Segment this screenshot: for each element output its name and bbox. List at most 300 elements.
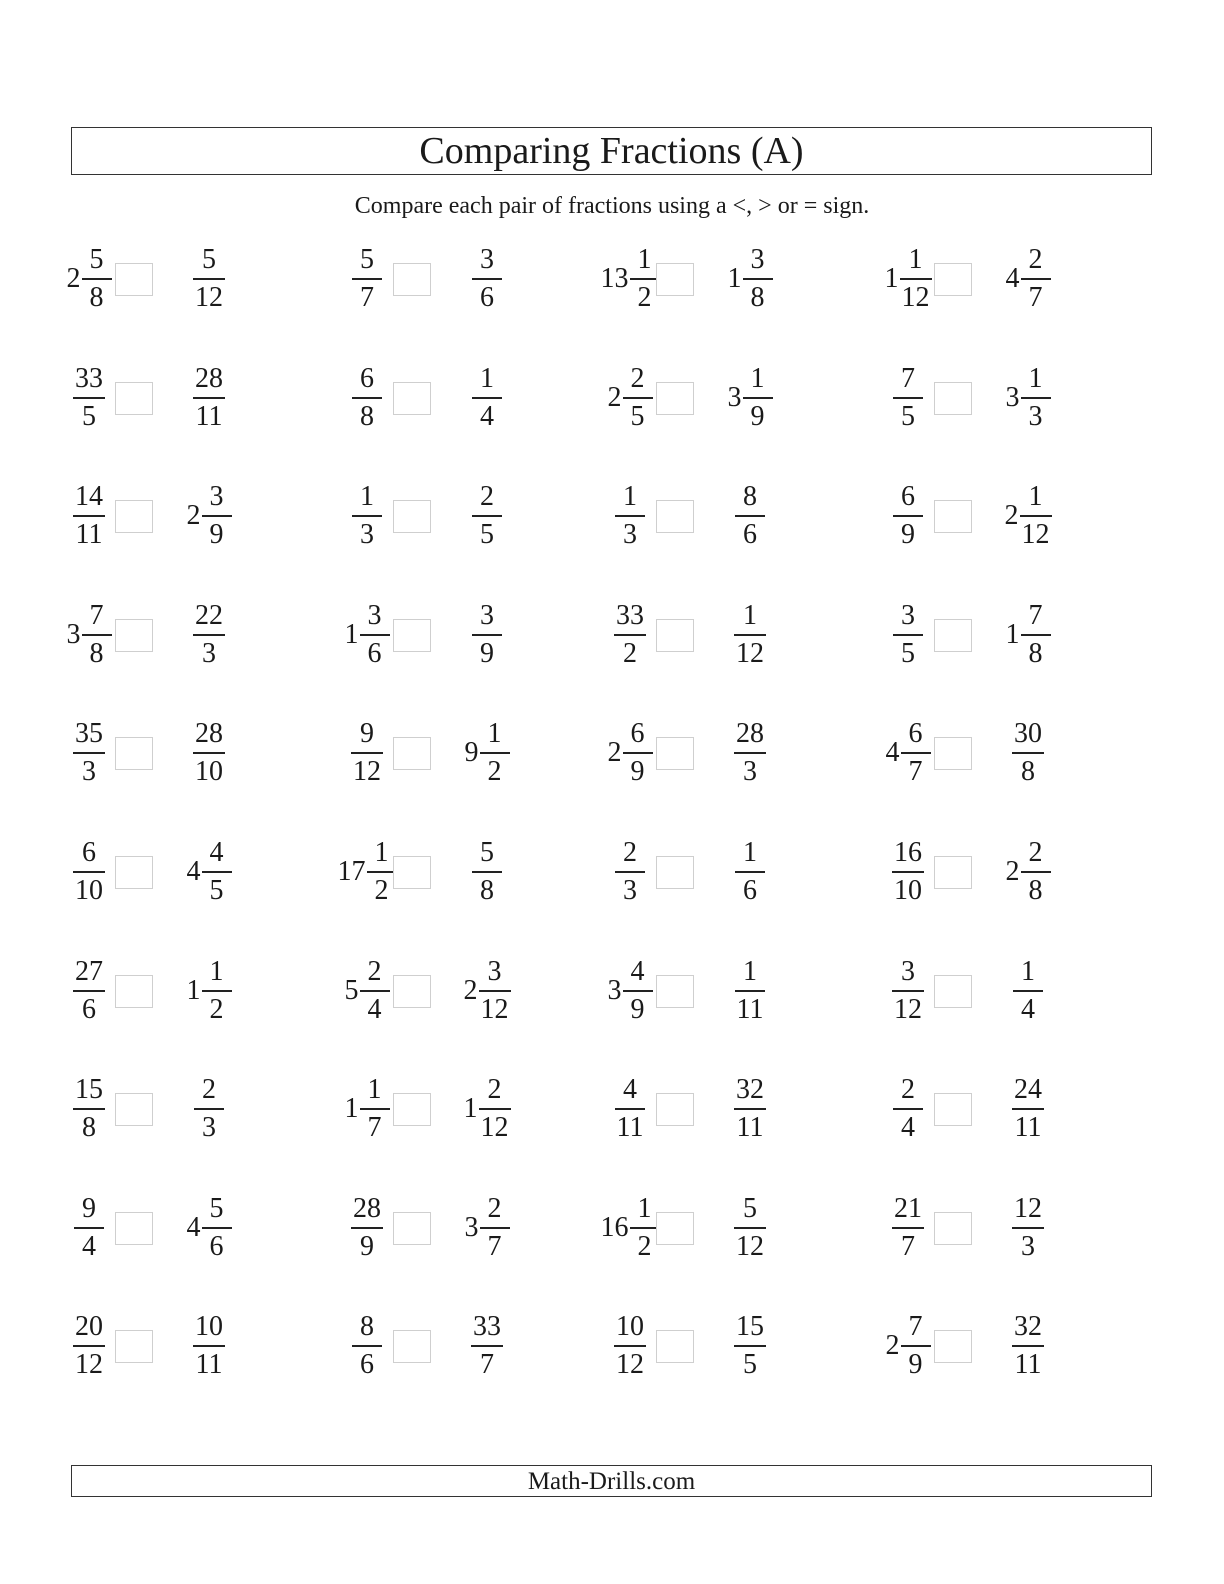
numerator: 2 [1028, 837, 1043, 868]
fraction [615, 1076, 646, 1142]
numerator: 1 [908, 244, 923, 275]
numerator: 5 [202, 244, 216, 275]
numerator: 1 [1028, 362, 1043, 394]
comparison-problem [54, 1074, 334, 1144]
denominator: 12 [616, 1349, 644, 1381]
denominator: 8 [82, 1112, 96, 1144]
mixed-number [54, 1311, 124, 1381]
answer-box[interactable] [656, 975, 694, 1008]
mixed-number [873, 363, 943, 433]
fraction [735, 839, 765, 905]
fraction [472, 599, 502, 669]
answer-box[interactable] [115, 737, 153, 770]
answer-box[interactable] [115, 382, 153, 415]
left-fraction [595, 600, 665, 670]
answer-box[interactable] [934, 856, 972, 889]
numerator: 3 [367, 599, 382, 631]
left-fraction [873, 481, 943, 551]
comparison-problem [873, 837, 1153, 907]
numerator: 4 [209, 837, 224, 868]
numerator: 9 [360, 718, 374, 750]
answer-box[interactable] [934, 1093, 972, 1126]
mixed-number [595, 837, 665, 907]
answer-box[interactable] [393, 619, 431, 652]
denominator: 6 [82, 993, 96, 1025]
fraction [73, 483, 105, 549]
right-fraction [174, 244, 244, 314]
comparison-problem [54, 837, 334, 907]
denominator: 11 [195, 1349, 223, 1381]
denominator: 5 [209, 875, 224, 906]
answer-box[interactable] [393, 856, 431, 889]
answer-box[interactable] [656, 737, 694, 770]
denominator: 11 [616, 1112, 644, 1144]
whole-number: 13 [600, 263, 629, 294]
right-fraction [993, 244, 1063, 314]
answer-box[interactable] [115, 1330, 153, 1363]
fraction [352, 483, 382, 549]
answer-box[interactable] [115, 975, 153, 1008]
fraction [743, 246, 773, 312]
mixed-number [54, 600, 124, 670]
mixed-number [595, 363, 665, 433]
mixed-number [873, 1311, 943, 1381]
fraction [734, 599, 766, 669]
fraction [74, 1192, 104, 1262]
whole-number: 9 [464, 737, 479, 769]
numerator: 1 [743, 599, 757, 631]
numerator: 2 [487, 1074, 502, 1106]
denominator: 3 [623, 519, 637, 551]
left-fraction [595, 956, 665, 1026]
mixed-number [452, 718, 522, 788]
comparison-problem [54, 244, 334, 314]
fraction [82, 599, 112, 669]
denominator: 6 [360, 1349, 374, 1381]
denominator: 3 [202, 1112, 216, 1144]
right-fraction [174, 837, 244, 907]
denominator: 6 [367, 637, 382, 669]
left-fraction [873, 363, 943, 433]
numerator: 3 [901, 955, 915, 987]
mixed-number [174, 1074, 244, 1144]
fraction [352, 246, 382, 312]
right-fraction [174, 1193, 244, 1263]
denominator: 3 [202, 637, 216, 669]
left-fraction [595, 837, 665, 907]
answer-box[interactable] [934, 975, 972, 1008]
denominator: 8 [1028, 875, 1043, 906]
right-fraction [715, 837, 785, 907]
fraction [900, 246, 932, 312]
answer-box[interactable] [115, 1093, 153, 1126]
answer-box[interactable] [934, 500, 972, 533]
right-fraction [993, 363, 1063, 433]
fraction [479, 1076, 511, 1142]
mixed-number [332, 718, 402, 788]
numerator: 3 [487, 955, 502, 987]
left-fraction [595, 244, 665, 314]
fraction [615, 483, 645, 549]
numerator: 1 [743, 837, 757, 868]
answer-box[interactable] [934, 263, 972, 296]
right-fraction [174, 1311, 244, 1381]
denominator: 9 [750, 400, 765, 432]
mixed-number [595, 1311, 665, 1381]
mixed-number [452, 1311, 522, 1381]
fraction [734, 720, 766, 786]
right-fraction [715, 1074, 785, 1144]
fraction [1021, 246, 1051, 312]
denominator: 8 [89, 637, 104, 669]
whole-number: 1 [344, 1093, 359, 1125]
answer-box[interactable] [934, 737, 972, 770]
denominator: 3 [1021, 1230, 1035, 1262]
fraction [734, 1192, 766, 1262]
left-fraction [873, 956, 943, 1026]
comparison-problem [54, 956, 334, 1026]
comparison-problem [332, 1193, 612, 1263]
numerator: 9 [82, 1192, 96, 1224]
right-fraction [715, 1193, 785, 1263]
fraction [630, 246, 660, 312]
left-fraction [332, 1311, 402, 1381]
denominator: 2 [623, 637, 637, 669]
comparison-problem [873, 956, 1153, 1026]
answer-box[interactable] [656, 856, 694, 889]
denominator: 4 [82, 1230, 96, 1262]
denominator: 8 [1021, 756, 1035, 788]
left-fraction [54, 600, 124, 670]
answer-box[interactable] [656, 1093, 694, 1126]
answer-box[interactable] [115, 1212, 153, 1245]
fraction [193, 246, 225, 312]
fraction [73, 720, 105, 786]
whole-number: 16 [600, 1211, 629, 1243]
denominator: 4 [901, 1112, 915, 1144]
left-fraction [54, 837, 124, 907]
mixed-number [993, 837, 1063, 907]
left-fraction [873, 718, 943, 788]
denominator: 6 [743, 875, 757, 906]
answer-box[interactable] [393, 737, 431, 770]
fraction [1021, 599, 1051, 669]
mixed-number [715, 718, 785, 788]
numerator: 28 [736, 718, 764, 750]
answer-box[interactable] [656, 263, 694, 296]
fraction [472, 483, 502, 549]
mixed-number [332, 1193, 402, 1263]
answer-box[interactable] [934, 619, 972, 652]
mixed-number [54, 244, 124, 314]
denominator: 12 [195, 282, 223, 313]
fraction [892, 955, 924, 1025]
mixed-number [452, 956, 522, 1026]
answer-box[interactable] [393, 382, 431, 415]
numerator: 3 [901, 599, 915, 631]
mixed-number [873, 1193, 943, 1263]
numerator: 10 [195, 1311, 223, 1343]
fraction [471, 1313, 503, 1379]
denominator: 5 [901, 400, 915, 432]
mixed-number [873, 956, 943, 1026]
right-fraction [452, 244, 522, 314]
left-fraction [873, 837, 943, 907]
numerator: 1 [1021, 955, 1035, 987]
whole-number: 1 [344, 618, 359, 650]
whole-number: 2 [186, 500, 201, 532]
denominator: 4 [367, 993, 382, 1025]
fraction [193, 1313, 225, 1379]
comparison-problem [873, 363, 1153, 433]
numerator: 6 [630, 718, 645, 750]
denominator: 12 [480, 993, 509, 1025]
fraction [614, 1313, 646, 1379]
whole-number: 2 [1004, 500, 1019, 532]
mixed-number [715, 956, 785, 1026]
right-fraction [452, 956, 522, 1026]
left-fraction [873, 600, 943, 670]
mixed-number [715, 244, 785, 314]
fraction [202, 483, 232, 549]
answer-box[interactable] [656, 500, 694, 533]
denominator: 10 [894, 875, 922, 906]
whole-number: 1 [884, 263, 899, 294]
left-fraction [873, 244, 943, 314]
fraction [73, 1076, 105, 1142]
denominator: 4 [480, 400, 494, 432]
mixed-number [993, 363, 1063, 433]
comparison-problem [873, 1074, 1153, 1144]
answer-box[interactable] [656, 382, 694, 415]
numerator: 2 [202, 1074, 216, 1106]
fraction [892, 839, 924, 905]
denominator: 12 [1021, 519, 1050, 551]
numerator: 6 [901, 481, 915, 513]
numerator: 12 [1014, 1192, 1042, 1224]
answer-box[interactable] [393, 1330, 431, 1363]
left-fraction [595, 481, 665, 551]
mixed-number [174, 600, 244, 670]
answer-box[interactable] [393, 1093, 431, 1126]
answer-box[interactable] [934, 382, 972, 415]
mixed-number [873, 837, 943, 907]
denominator: 9 [630, 756, 645, 788]
denominator: 3 [1028, 400, 1043, 432]
numerator: 7 [901, 362, 915, 394]
numerator: 6 [360, 362, 374, 394]
fraction [472, 246, 502, 312]
instructions: Compare each pair of fractions using a <, > or = sign. [354, 193, 870, 219]
whole-number: 4 [186, 856, 201, 887]
denominator: 11 [736, 993, 764, 1025]
numerator: 28 [353, 1192, 381, 1224]
denominator: 9 [630, 993, 645, 1025]
left-fraction [54, 1193, 124, 1263]
left-fraction [873, 1311, 943, 1381]
right-fraction [452, 481, 522, 551]
numerator: 5 [209, 1192, 224, 1224]
fraction [734, 1076, 766, 1142]
denominator: 5 [630, 400, 645, 432]
mixed-number [54, 837, 124, 907]
right-fraction [993, 600, 1063, 670]
denominator: 5 [82, 400, 96, 432]
fraction [202, 1192, 232, 1262]
numerator: 8 [743, 481, 757, 513]
mixed-number [452, 837, 522, 907]
comparison-problem [332, 244, 612, 314]
right-fraction [715, 244, 785, 314]
mixed-number [174, 956, 244, 1026]
fraction [893, 362, 923, 432]
numerator: 1 [367, 1074, 382, 1106]
fraction [901, 1313, 931, 1379]
whole-number: 2 [885, 1330, 900, 1362]
mixed-number [452, 363, 522, 433]
denominator: 2 [637, 282, 652, 313]
fraction [480, 720, 510, 786]
comparison-problem [873, 1193, 1153, 1263]
left-fraction [332, 1074, 402, 1144]
fraction [202, 955, 232, 1025]
mixed-number [174, 1311, 244, 1381]
denominator: 9 [209, 519, 224, 551]
denominator: 12 [736, 1230, 764, 1262]
answer-box[interactable] [393, 975, 431, 1008]
denominator: 10 [195, 756, 223, 788]
mixed-number [332, 1074, 402, 1144]
numerator: 35 [75, 718, 103, 750]
whole-number: 3 [727, 381, 742, 413]
answer-box[interactable] [393, 1212, 431, 1245]
answer-box[interactable] [115, 619, 153, 652]
answer-box[interactable] [393, 500, 431, 533]
mixed-number [715, 837, 785, 907]
mixed-number [873, 481, 943, 551]
left-fraction [54, 1311, 124, 1381]
fraction [193, 720, 225, 786]
fraction [735, 483, 765, 549]
numerator: 1 [487, 718, 502, 750]
denominator: 3 [623, 875, 637, 906]
denominator: 10 [75, 875, 103, 906]
whole-number: 5 [344, 974, 359, 1006]
denominator: 12 [901, 282, 930, 313]
fraction [892, 1192, 924, 1262]
fraction [623, 362, 653, 432]
left-fraction [332, 956, 402, 1026]
denominator: 6 [209, 1230, 224, 1262]
denominator: 8 [360, 400, 374, 432]
answer-box[interactable] [934, 1212, 972, 1245]
numerator: 10 [616, 1311, 644, 1343]
answer-box[interactable] [934, 1330, 972, 1363]
answer-box[interactable] [656, 1330, 694, 1363]
mixed-number [993, 600, 1063, 670]
mixed-number [715, 1074, 785, 1144]
fraction [1021, 839, 1051, 905]
numerator: 3 [209, 481, 224, 513]
answer-box[interactable] [115, 856, 153, 889]
denominator: 6 [743, 519, 757, 551]
page-title: Comparing Fractions (A) [419, 130, 804, 172]
numerator: 32 [736, 1074, 764, 1106]
denominator: 5 [901, 637, 915, 669]
fraction [630, 1192, 660, 1262]
numerator: 4 [623, 1074, 637, 1106]
fraction [1012, 720, 1044, 786]
denominator: 11 [1014, 1112, 1042, 1144]
denominator: 7 [908, 756, 923, 788]
whole-number: 1 [1005, 618, 1020, 650]
comparison-problem [595, 1311, 875, 1381]
fraction [193, 362, 225, 432]
answer-box[interactable] [656, 1212, 694, 1245]
answer-box[interactable] [656, 619, 694, 652]
mixed-number [993, 1311, 1063, 1381]
numerator: 7 [908, 1311, 923, 1343]
mixed-number [452, 1193, 522, 1263]
right-fraction [715, 956, 785, 1026]
mixed-number [595, 718, 665, 788]
answer-box[interactable] [115, 500, 153, 533]
mixed-number [332, 1311, 402, 1381]
denominator: 4 [1021, 993, 1035, 1025]
denominator: 8 [1028, 637, 1043, 669]
denominator: 7 [487, 1230, 502, 1262]
whole-number: 1 [727, 263, 742, 294]
answer-box[interactable] [115, 263, 153, 296]
left-fraction [54, 1074, 124, 1144]
answer-box[interactable] [393, 263, 431, 296]
comparison-problem [873, 1311, 1153, 1381]
mixed-number [332, 837, 402, 907]
whole-number: 4 [885, 737, 900, 769]
fraction [193, 599, 225, 669]
numerator: 1 [637, 1192, 652, 1224]
fraction [480, 1192, 510, 1262]
right-fraction [452, 363, 522, 433]
numerator: 1 [480, 362, 494, 394]
mixed-number [54, 481, 124, 551]
numerator: 1 [750, 362, 765, 394]
fraction [352, 1313, 382, 1379]
comparison-problem [54, 718, 334, 788]
comparison-problem [595, 600, 875, 670]
numerator: 1 [360, 481, 374, 513]
right-fraction [452, 718, 522, 788]
mixed-number [332, 244, 402, 314]
denominator: 8 [480, 875, 494, 906]
footer-box [71, 1465, 1152, 1497]
numerator: 6 [82, 837, 96, 868]
fraction [73, 362, 105, 432]
numerator: 5 [360, 244, 374, 275]
numerator: 28 [195, 362, 223, 394]
fraction [360, 955, 390, 1025]
whole-number: 17 [337, 856, 366, 887]
comparison-problem [332, 837, 612, 907]
mixed-number [993, 481, 1063, 551]
right-fraction [993, 481, 1063, 551]
mixed-number [715, 1193, 785, 1263]
mixed-number [332, 956, 402, 1026]
right-fraction [174, 718, 244, 788]
mixed-number [452, 481, 522, 551]
numerator: 7 [1028, 599, 1043, 631]
numerator: 1 [743, 955, 757, 987]
